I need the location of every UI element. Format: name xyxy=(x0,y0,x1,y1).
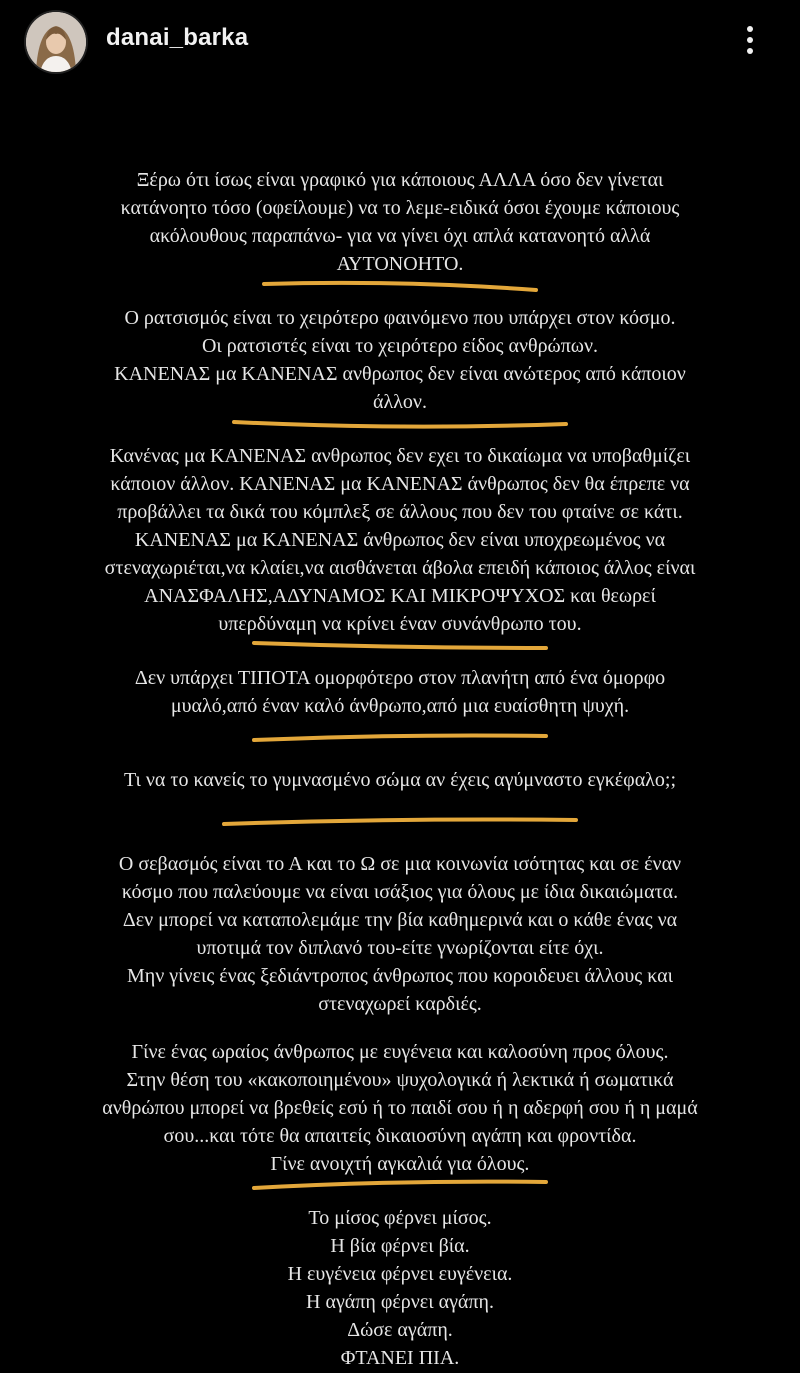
text-line: Γίνε ένας ωραίος άνθρωπος με ευγένεια και καλοσύνη προς όλους. xyxy=(131,1041,669,1063)
text-line: υπερδύναμη να κρίνει έναν συνάνθρωπο του. xyxy=(218,613,582,635)
underline-stroke xyxy=(260,278,540,294)
text-line: κάποιον άλλον. ΚΑΝΕΝΑΣ μα ΚΑΝΕΝΑΣ άνθρωπος δεν θα έπρεπε να xyxy=(110,473,690,495)
more-dot xyxy=(747,26,753,32)
underline-stroke xyxy=(250,1178,550,1194)
paragraph xyxy=(30,850,770,1018)
text-line: ακόλουθους παραπάνω- για να γίνει όχι απλά κατανοητό αλλά xyxy=(149,225,651,247)
text-line: προβάλλει τα δικά του κόμπλεξ σε άλλους που δεν του φταίνε σε κάτι. xyxy=(117,501,683,523)
paragraph xyxy=(30,304,770,416)
avatar[interactable] xyxy=(26,12,86,72)
text-line: Η βία φέρνει βία. xyxy=(330,1235,470,1257)
username[interactable]: danai_barka xyxy=(106,24,249,51)
text-line: Το μίσος φέρνει μίσος. xyxy=(308,1207,492,1229)
more-dot xyxy=(747,48,753,54)
text-line: Στην θέση του «κακοποιημένου» ψυχολογικά ή λεκτικά ή σωματικά xyxy=(126,1069,674,1091)
paragraph xyxy=(30,166,770,278)
text-line: ΑΝΑΣΦΑΛΗΣ,ΑΔΥΝΑΜΟΣ ΚΑΙ ΜΙΚΡΟΨΥΧΟΣ και θεωρεί xyxy=(144,585,656,607)
profile-photo-icon xyxy=(26,12,86,72)
text-line: Η ευγένεια φέρνει ευγένεια. xyxy=(287,1263,513,1285)
text-line: κατάνοητο τόσο (οφείλουμε) να το λεμε-ειδικά όσοι έχουμε κάποιους xyxy=(120,197,680,219)
underline-stroke xyxy=(230,416,570,432)
paragraph xyxy=(30,766,770,794)
text-line: ΚΑΝΕΝΑΣ μα ΚΑΝΕΝΑΣ άνθρωπος δεν είναι υποχρεωμένος να xyxy=(134,529,666,551)
text-line: μυαλό,από έναν καλό άνθρωπο,από μια ευαίσθητη ψυχή. xyxy=(170,695,630,717)
text-line: Δώσε αγάπη. xyxy=(347,1319,453,1341)
story-text xyxy=(0,166,800,1372)
underline-stroke xyxy=(220,814,580,830)
text-line: Τι να το κανείς το γυμνασμένο σώμα αν έχεις αγύμναστο εγκέφαλο;; xyxy=(123,769,676,791)
text-line: ανθρώπου μπορεί να βρεθείς εσύ ή το παιδί σου ή η αδερφή σου ή η μαμά xyxy=(102,1097,698,1119)
more-vertical-icon[interactable] xyxy=(735,20,765,60)
text-line: Οι ρατσιστές είναι το χειρότερο είδος ανθρώπων. xyxy=(201,335,599,357)
text-line: Δεν υπάρχει ΤΙΠΟΤΑ ομορφότερο στον πλανήτη από ένα όμορφο xyxy=(134,667,666,689)
text-line: κόσμο που παλεύουμε να είναι ισάξιος για όλους με ίδια δικαιώματα. xyxy=(121,881,679,903)
text-line: στεναχωρεί καρδιές. xyxy=(318,993,482,1015)
text-line: Ξέρω ότι ίσως είναι γραφικό για κάποιους ΑΛΛΑ όσο δεν γίνεται xyxy=(136,169,664,191)
text-line: Γίνε ανοιχτή αγκαλιά για όλους. xyxy=(270,1153,530,1175)
paragraph xyxy=(30,1204,770,1372)
underline-stroke xyxy=(250,730,550,746)
text-line: Μην γίνεις ένας ξεδιάντροπος άνθρωπος που κοροιδευει άλλους και xyxy=(127,965,673,987)
text-line: Ο ρατσισμός είναι το χειρότερο φαινόμενο που υπάρχει στον κόσμο. xyxy=(124,307,676,329)
text-line: σου...και τότε θα απαιτείς δικαιοσύνη αγάπη και φροντίδα. xyxy=(163,1125,637,1147)
underline-stroke xyxy=(250,638,550,654)
text-line: Κανένας μα ΚΑΝΕΝΑΣ ανθρωπος δεν εχει το δικαίωμα να υποβαθμίζει xyxy=(109,445,691,467)
paragraph xyxy=(30,1038,770,1178)
text-line: άλλον. xyxy=(373,391,427,413)
more-dot xyxy=(747,37,753,43)
text-line: ΚΑΝΕΝΑΣ μα ΚΑΝΕΝΑΣ ανθρωπος δεν είναι ανώτερος από κάποιον xyxy=(114,363,686,385)
text-line: Η αγάπη φέρνει αγάπη. xyxy=(306,1291,494,1313)
paragraph xyxy=(30,442,770,638)
text-line: υποτιμά τον διπλανό του-είτε γνωρίζονται είτε όχι. xyxy=(196,937,604,959)
paragraph xyxy=(30,664,770,720)
text-line: στεναχωριέται,να κλαίει,να αισθάνεται άβολα επειδή κάποιος άλλος είναι xyxy=(104,557,696,579)
text-line: ΦΤΑΝΕΙ ΠΙΑ. xyxy=(340,1347,460,1369)
text-line: Δεν μπορεί να καταπολεμάμε την βία καθημερινά και ο κάθε ένας να xyxy=(122,909,678,931)
story-header xyxy=(0,0,800,80)
text-line: ΑΥΤΟΝΟΗΤΟ. xyxy=(336,253,464,275)
text-line: Ο σεβασμός είναι το Α και το Ω σε μια κοινωνία ισότητας και σε έναν xyxy=(118,853,682,875)
